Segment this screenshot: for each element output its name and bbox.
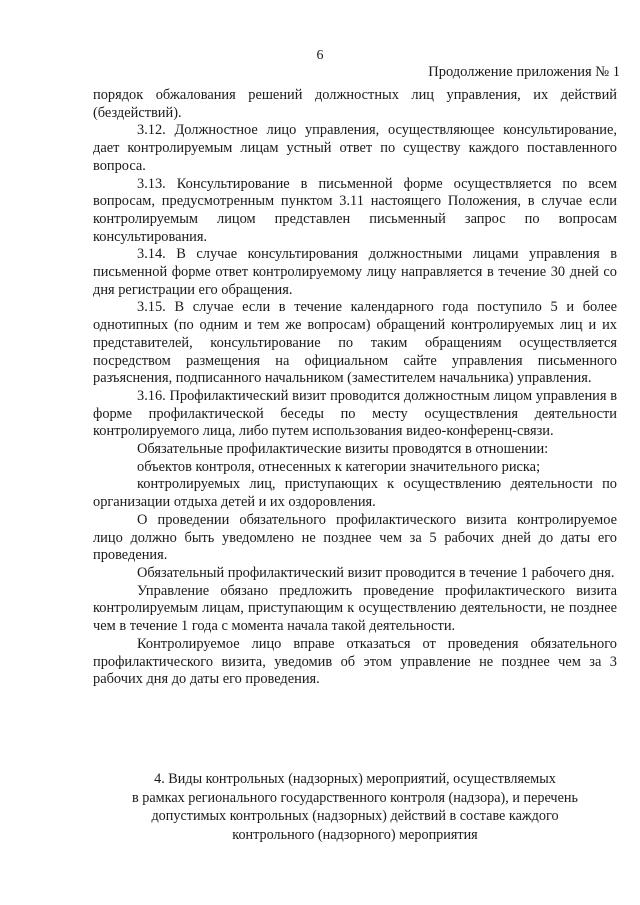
appendix-continuation-label: Продолжение приложения № 1 [428, 64, 620, 80]
paragraph-3-13: 3.13. Консультирование в письменной форме осуществляется по всем вопросам, предусмотренным пунктом 3.11 настоящего Положения, в случае если контролируемым лицом представлен письменный запрос по вопросам консультирования. [93, 175, 617, 245]
paragraph-mandatory-visits-item-1: объектов контроля, отнесенных к категории значительного риска; [137, 458, 541, 475]
section-heading-line: допустимых контрольных (надзорных) действий в составе каждого [151, 808, 559, 824]
page-number: 6 [316, 48, 324, 63]
section-heading-line: 4. Виды контрольных (надзорных) мероприятий, осуществляемых [154, 771, 556, 787]
section-4-heading [93, 770, 617, 844]
paragraph-refusal-right: Контролируемое лицо вправе отказаться от проведения обязательного профилактического визита, уведомив об этом управление не позднее чем за 3 рабочих дня до даты его проведения. [93, 635, 617, 688]
section-heading-line: в рамках регионального государственного контроля (надзора), и перечень [132, 789, 578, 806]
paragraph-3-15: 3.15. В случае если в течение календарного года поступило 5 и более однотипных (по одним и тем же вопросам) обращений контролируемых лиц и их представителей, консультирование по таким обращениям осуществляется посредством размещения на официальном сайте управления письменного разъяснения, подписанного начальником (заместителем начальника) управления. [93, 299, 617, 387]
section-heading-line: контрольного (надзорного) мероприятия [232, 826, 478, 843]
paragraph-visit-duration: Обязательный профилактический визит проводится в течение 1 рабочего дня. [137, 564, 615, 581]
paragraph-appeal-procedure-continued: порядок обжалования решений должностных лиц управления, их действий (бездействий). [93, 87, 617, 121]
paragraph-3-14: 3.14. В случае консультирования должностными лицами управления в письменной форме ответ контролируемому лицу направляется в течение 30 дней со дня регистрации его обращения. [93, 246, 617, 298]
paragraph-mandatory-visits-item-2: контролируемых лиц, приступающих к осуществлению деятельности по организации отдыха детей и их оздоровления. [93, 476, 617, 511]
paragraph-mandatory-visits-intro: Обязательные профилактические визиты проводятся в отношении: [137, 441, 549, 458]
paragraph-visit-offer: Управление обязано предложить проведение профилактического визита контролируемым лицам, приступающим к осуществлению деятельности, не позднее чем в течение 1 года с момента начала такой деятельности. [93, 582, 617, 635]
document-body [93, 87, 617, 689]
paragraph-notification-deadline: О проведении обязательного профилактического визита контролируемое лицо должно быть уведомлено не позднее чем за 5 рабочих дней до даты его проведения. [93, 511, 617, 564]
paragraph-3-16: 3.16. Профилактический визит проводится должностным лицом управления в форме профилактической беседы по месту осуществления деятельности контролируемого лица, либо путем использования видео-конференц-связи. [93, 387, 617, 440]
paragraph-3-12: 3.12. Должностное лицо управления, осуществляющее консультирование, дает контролируемым лицам устный ответ по существу каждого поставленного вопроса. [93, 122, 617, 174]
